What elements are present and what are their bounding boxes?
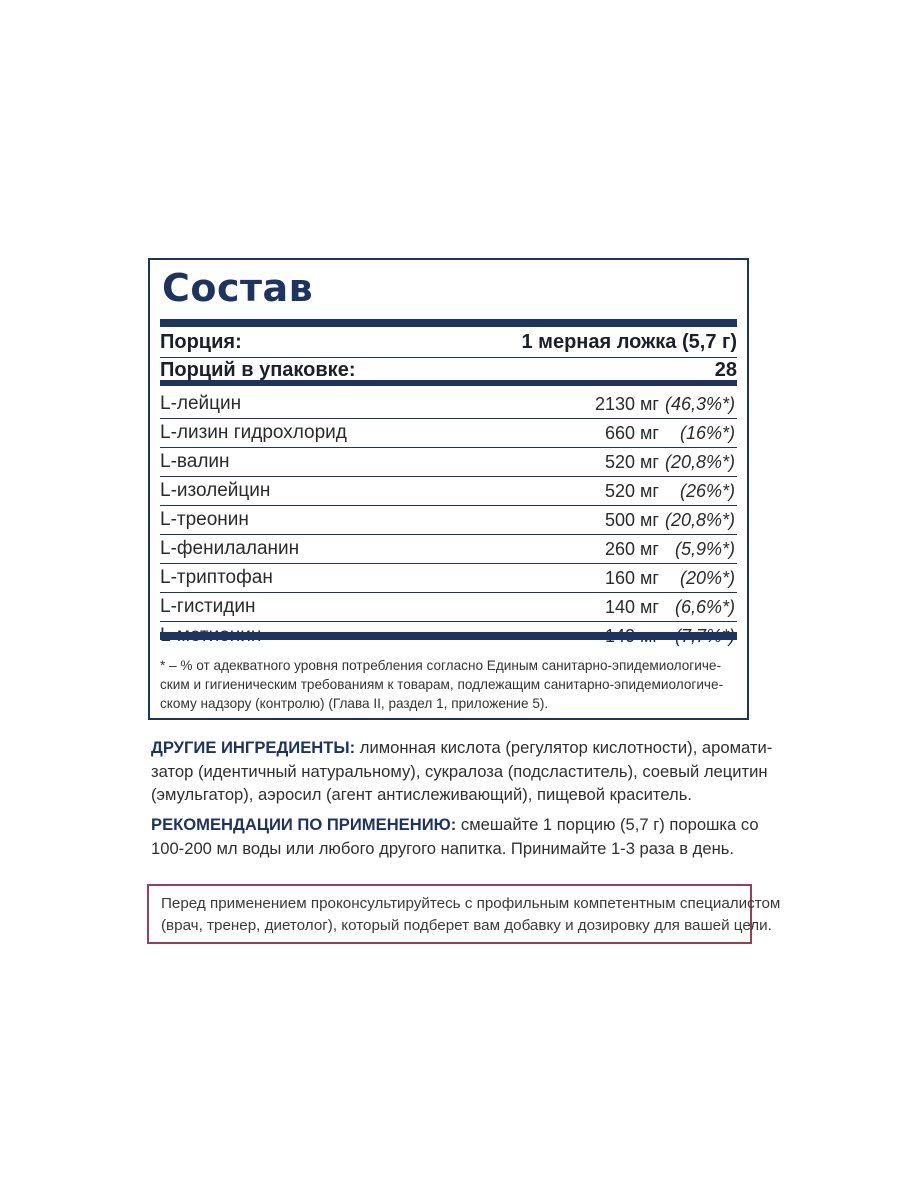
ingredient-row [160,593,737,622]
recommendations-text: смешайте 1 порцию (5,7 г) порошка со [456,815,759,834]
ingredient-daily-value: (20,8%*) [664,509,735,530]
usage-recommendations [151,813,759,860]
other-ingredients-text: (эмульгатор), аэросил (агент антислеживающий), пищевой краситель. [151,785,692,804]
serving-row [160,329,737,355]
footnote [160,656,737,713]
ingredient-daily-value: (6,6%*) [674,596,735,617]
footnote-line: * – % от адекватного уровня потребления согласно Единым санитарно-эпидемиологиче- [160,658,721,673]
footnote-line: скому надзору (контролю) (Глава II, раздел 1, приложение 5). [160,696,549,711]
warning-text: (врач, тренер, диетолог), который подберет вам добавку и дозировку для вашей цели. [161,917,772,934]
ingredient-daily-value: (46,3%*) [664,393,735,414]
composition-panel [148,258,749,720]
ingredient-daily-value: (16%*) [679,422,735,443]
ingredient-amount: 660 мг [605,422,659,443]
ingredient-amount: 260 мг [605,538,659,559]
ingredient-daily-value: (20%*) [679,567,735,588]
ingredient-row [160,419,737,448]
ingredient-amount: 520 мг [605,480,659,501]
composition-title: Состав [162,266,314,310]
ingredient-daily-value: (20,8%*) [664,451,735,472]
ingredient-amount: 520 мг [605,451,659,472]
recommendations-label: РЕКОМЕНДАЦИИ ПО ПРИМЕНЕНИЮ: [151,815,457,834]
serving-value: 1 мерная ложка (5,7 г) [521,330,737,353]
ingredient-name: L-гистидин [160,596,256,617]
ingredient-daily-value: (26%*) [679,480,735,501]
other-ingredients-text: лимонная кислота (регулятор кислотности), аромати- [355,738,773,757]
ingredient-table [160,390,737,650]
ingredient-daily-value: (5,9%*) [674,538,735,559]
divider-bar [160,319,737,327]
footnote-line: ским и гигиеническим требованиям к товарам, подлежащим санитарно-эпидемиологиче- [160,677,724,692]
ingredient-name: L-треонин [160,509,249,530]
ingredient-name: L-триптофан [160,567,273,588]
other-ingredients-text: затор (идентичный натуральному), сукралоза (подсластитель), соевый лецитин [151,761,768,781]
ingredient-row [160,477,737,506]
ingredient-amount: 140 мг [605,596,659,617]
ingredient-row [160,564,737,593]
ingredient-amount: 500 мг [605,509,659,530]
other-ingredients-label: ДРУГИЕ ИНГРЕДИЕНТЫ: [151,738,356,757]
ingredient-name: L-лейцин [160,393,242,414]
ingredient-name: L-лизин гидрохлорид [160,422,347,443]
other-ingredients [151,736,773,807]
ingredient-row [160,535,737,564]
consultation-warning [147,884,781,944]
ingredient-amount: 160 мг [605,567,659,588]
warning-text: Перед применением проконсультируйтесь с профильным компетентным специалистом [161,895,781,912]
ingredient-name: L-фенилаланин [160,538,300,559]
ingredient-row [160,448,737,477]
ingredient-name: L-валин [160,451,230,472]
ingredient-row [160,390,737,419]
servings-value: 28 [714,358,737,381]
divider-bar [160,632,737,640]
serving-label: Порция: [160,330,242,353]
recommendations-text: 100-200 мл воды или любого другого напитка. Принимайте 1-3 раза в день. [151,838,735,858]
ingredient-row [160,506,737,535]
divider-bar [160,380,737,386]
ingredient-name: L-изолейцин [160,480,271,501]
servings-label: Порций в упаковке: [160,358,356,381]
ingredient-amount: 2130 мг [595,393,659,414]
